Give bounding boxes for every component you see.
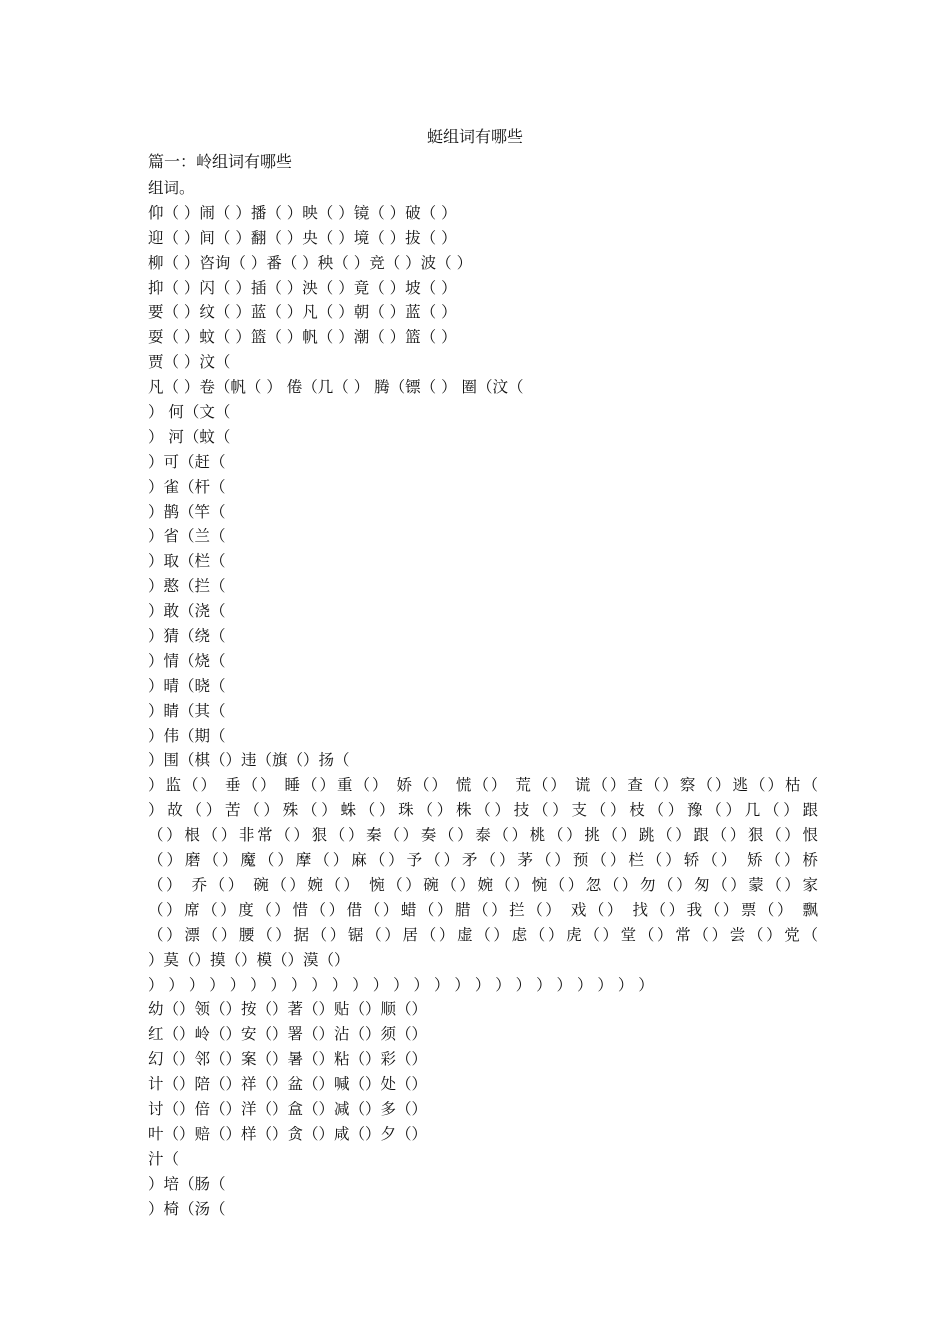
text-line: 红（）岭（）安（）署（）沾（）须（）: [148, 1025, 428, 1044]
text-line: ）情（烧（: [148, 651, 226, 670]
text-line: ） 何（文（: [148, 403, 231, 422]
text-line: ）晴（晓（: [148, 676, 226, 695]
text-line: 柳（ ）咨询（ ）番（ ）秧（ ）竞（ ）波（ ）: [148, 253, 473, 272]
text-line: （）磨（）魔（）摩（）麻（）予（）矛（）茅（）预（）栏（）轿（） 矫（）桥: [148, 851, 818, 870]
text-line: 贾（ ）汶（: [148, 353, 231, 372]
text-line: （）席（）度（）惜（）借（）蜡（）腊（）拦（） 戏（） 找（）我（）票（） 飘: [148, 900, 818, 919]
text-line: ） 河（蚊（: [148, 427, 231, 446]
text-line: ）故（）苦（）殊（）蛛（）珠（）株（）技（）支（）枝（）豫（）几（）跟: [148, 801, 818, 820]
text-line: 凡（ ）卷（帆（ ） 倦（几（ ） 腾（镖（ ） 圈（汶（: [148, 378, 524, 397]
text-line: ）监（） 垂（） 睡（）重（） 娇（） 慌（） 荒（） 谎（）查（）察（）逃（）枯（: [148, 776, 818, 795]
exercise-lines: [148, 176, 818, 1221]
text-line: 讨（）倍（）洋（）盒（）减（）多（）: [148, 1099, 428, 1118]
section-heading: 篇一：岭组词有哪些: [148, 152, 293, 171]
text-line: ）睛（其（: [148, 701, 226, 720]
text-line: ）憨（拦（: [148, 577, 226, 596]
text-line: 要（ ）纹（ ）蓝（ ）凡（ ）朝（ ）蓝（ ）: [148, 303, 457, 322]
text-line: 组词。: [148, 179, 195, 197]
text-line: 幼（）领（）按（）著（）贴（）顺（）: [148, 1000, 428, 1019]
text-line: 仰（ ）闹（ ）播（ ）映（ ）镜（ ）破（ ）: [148, 203, 457, 222]
text-line: 迎（ ）间（ ）翻（ ）央（ ）境（ ）拔（ ）: [148, 228, 457, 247]
text-line: 叶（）赔（）样（）贪（）咸（）夕（）: [148, 1124, 428, 1143]
text-line: ）伟（期（: [148, 726, 226, 745]
text-line: ）椅（汤（: [148, 1199, 226, 1218]
text-line: ）雀（杆（: [148, 477, 226, 496]
text-line: （） 乔（） 碗（）婉（） 惋（）碗（）婉（）惋（）忽（）勿（）匆（）蒙（）家: [148, 875, 818, 894]
text-line: ）培（肠（: [148, 1174, 226, 1193]
text-line: ）省（兰（: [148, 527, 226, 546]
text-line: （）根（）非常（）狠（）秦（）奏（）泰（）桃（）挑（）跳（）跟（）狠（）恨: [148, 826, 818, 845]
text-line: ）可（赶（: [148, 452, 226, 471]
text-line: ）围（棋（）违（旗（）扬（: [148, 751, 350, 770]
document-title: 蜓组词有哪些: [426, 127, 523, 146]
text-line: ） ） ） ） ） ） ） ） ） ） ） ） ） ） ） ） ） ） ） ） ） ） ） ） ）: [148, 975, 654, 994]
text-line: ）取（栏（: [148, 552, 226, 571]
text-line: 汁（: [148, 1149, 180, 1168]
text-line: 耍（ ）蚊（ ）篮（ ）帆（ ）潮（ ）篮（ ）: [148, 328, 457, 347]
text-line: （）漂（）腰（）据（）锯（）居（）虚（）虑（）虎（）堂（）常（）尝（）党（: [148, 925, 818, 944]
text-line: ）莫（）摸（）模（）漠（）: [148, 950, 350, 969]
text-line: ）鹊（竿（: [148, 502, 226, 521]
text-line: ）猜（绕（: [148, 627, 226, 646]
text-line: 计（）陪（）祥（）盆（）喊（）处（）: [148, 1075, 428, 1094]
text-line: ）敢（浇（: [148, 602, 226, 621]
text-line: 抑（ ）闪（ ）插（ ）泱（ ）竟（ ）坡（ ）: [148, 278, 457, 297]
text-line: 幻（）邻（）案（）暑（）粘（）彩（）: [148, 1050, 428, 1069]
